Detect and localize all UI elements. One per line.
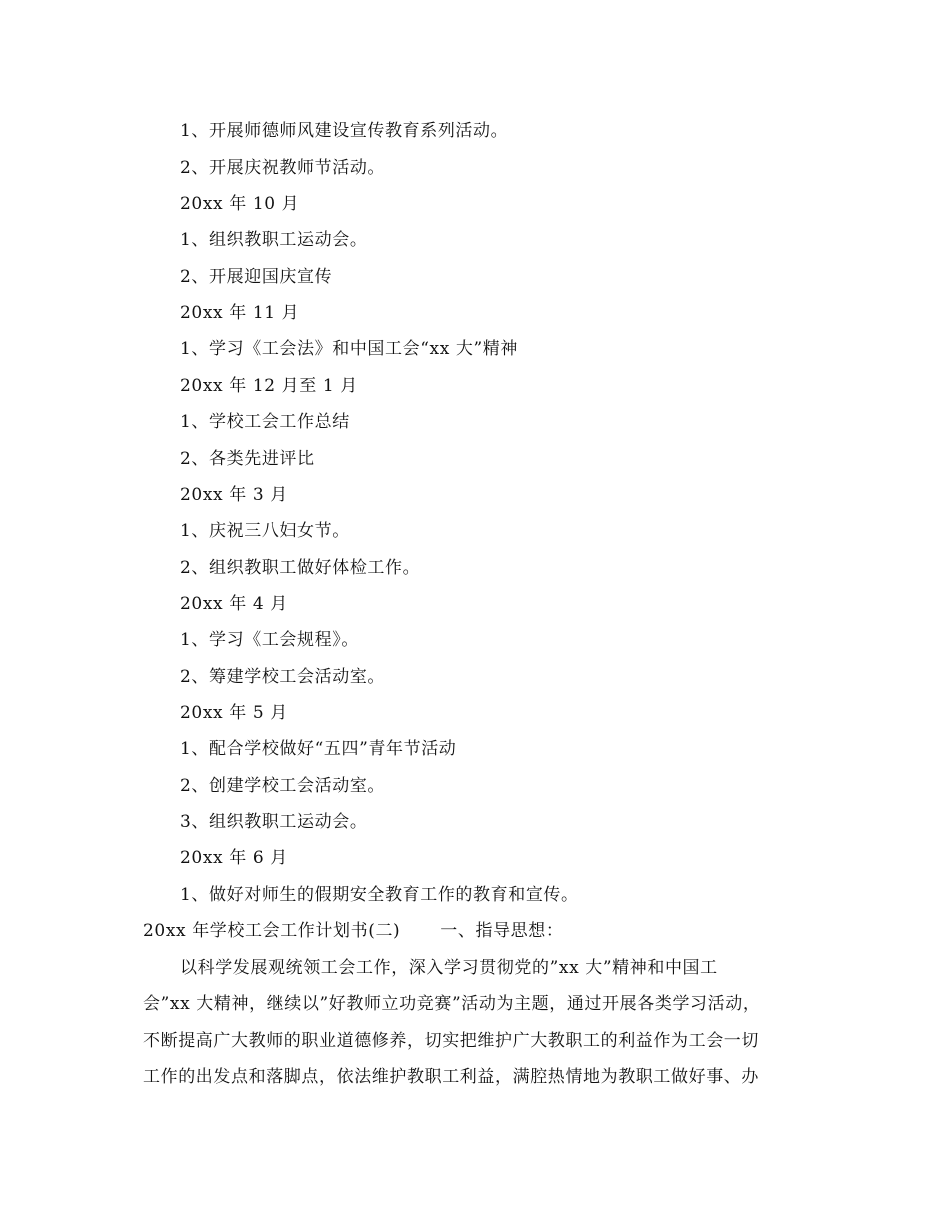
list-item: 1、庆祝三八妇女节。 bbox=[180, 521, 350, 541]
section-subtitle: 一、指导思想： bbox=[440, 921, 564, 941]
month-heading: 20xx 年 10 月 bbox=[180, 194, 300, 214]
list-item: 1、开展师德师风建设宣传教育系列活动。 bbox=[180, 121, 509, 141]
list-item: 2、开展迎国庆宣传 bbox=[180, 267, 333, 287]
month-heading: 20xx 年 3 月 bbox=[180, 485, 288, 505]
section-heading bbox=[143, 920, 563, 942]
section-title: 20xx 年学校工会工作计划书(二) bbox=[143, 921, 401, 941]
paragraph-line: 会”xx 大精神，继续以”好教师立功竞赛”活动为主题，通过开展各类学习活动， bbox=[143, 994, 761, 1014]
list-item: 3、组织教职工运动会。 bbox=[180, 812, 368, 832]
list-item: 2、开展庆祝教师节活动。 bbox=[180, 158, 386, 178]
list-item: 1、学习《工会规程》。 bbox=[180, 630, 359, 650]
list-item: 1、组织教职工运动会。 bbox=[180, 230, 368, 250]
month-heading: 20xx 年 11 月 bbox=[180, 303, 300, 323]
paragraph-line: 不断提高广大教师的职业道德修养，切实把维护广大教职工的利益作为工会一切 bbox=[143, 1031, 759, 1051]
paragraph-line: 以科学发展观统领工会工作，深入学习贯彻党的”xx 大”精神和中国工 bbox=[180, 958, 718, 978]
list-item: 2、创建学校工会活动室。 bbox=[180, 776, 386, 796]
list-item: 2、组织教职工做好体检工作。 bbox=[180, 558, 421, 578]
list-item: 2、各类先进评比 bbox=[180, 449, 315, 469]
paragraph-line: 工作的出发点和落脚点，依法维护教职工利益，满腔热情地为教职工做好事、办 bbox=[143, 1067, 759, 1087]
list-item: 1、配合学校做好“五四”青年节活动 bbox=[180, 739, 457, 759]
month-heading: 20xx 年 4 月 bbox=[180, 594, 288, 614]
month-heading: 20xx 年 6 月 bbox=[180, 848, 288, 868]
list-item: 2、筹建学校工会活动室。 bbox=[180, 667, 386, 687]
month-heading: 20xx 年 12 月至 1 月 bbox=[180, 376, 358, 396]
list-item: 1、做好对师生的假期安全教育工作的教育和宣传。 bbox=[180, 885, 579, 905]
list-item: 1、学习《工会法》和中国工会“xx 大”精神 bbox=[180, 339, 518, 359]
month-heading: 20xx 年 5 月 bbox=[180, 703, 288, 723]
list-item: 1、学校工会工作总结 bbox=[180, 412, 350, 432]
